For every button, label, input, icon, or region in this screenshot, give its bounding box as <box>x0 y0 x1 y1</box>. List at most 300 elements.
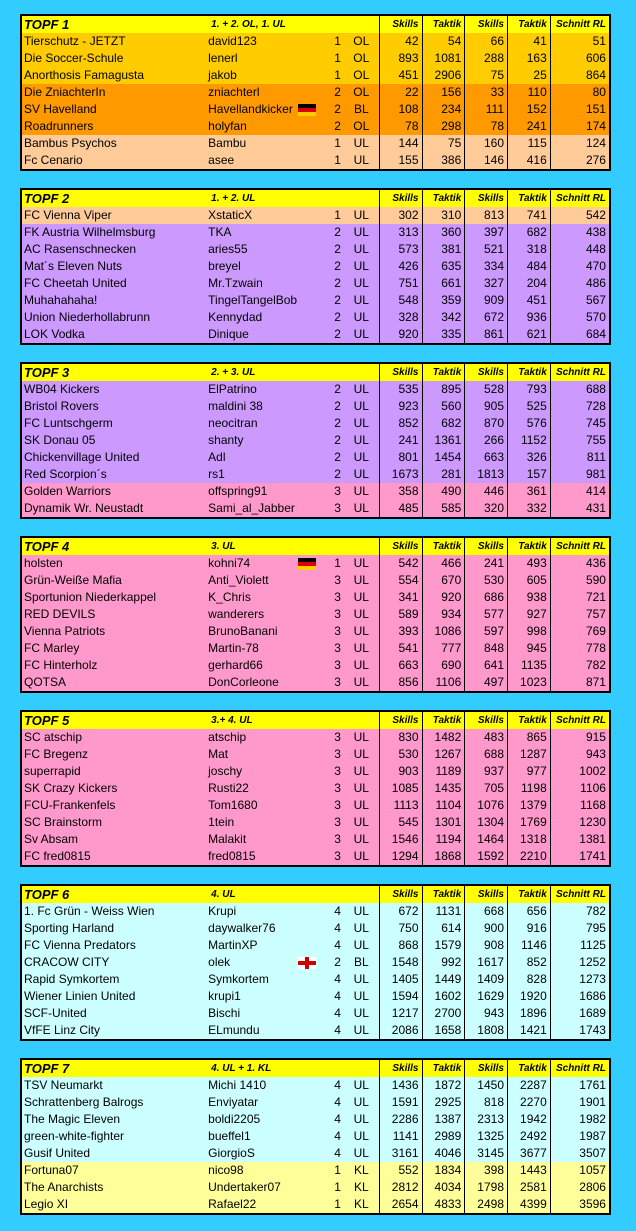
taktik-2: 1135 <box>508 657 551 674</box>
table-row <box>22 415 609 432</box>
table-row <box>22 1145 609 1162</box>
taktik-2: 682 <box>508 224 551 241</box>
schnitt-rl: 795 <box>585 921 606 935</box>
team-name: The Anarchists <box>24 1180 104 1194</box>
team-name: SK Donau 05 <box>24 433 96 447</box>
pot-number: 2 <box>334 416 341 430</box>
header-taktik: Taktik <box>423 1060 466 1077</box>
team-name: FC Cheetah United <box>24 276 127 290</box>
team-name: Gusif United <box>24 1146 91 1160</box>
schnitt-rl: 276 <box>585 153 606 167</box>
team-name: FC Luntschgerm <box>24 416 113 430</box>
taktik-2: 110 <box>508 84 551 101</box>
league: UL <box>344 780 380 797</box>
league: UL <box>344 275 380 292</box>
skills-2: 320 <box>465 500 508 517</box>
manager-name <box>206 988 317 1005</box>
manager-name <box>206 241 317 258</box>
pot-category: 3. UL <box>206 538 380 555</box>
team-name: Union Niederhollabrunn <box>24 310 151 324</box>
league: UL <box>344 814 380 831</box>
league: UL <box>344 207 380 224</box>
skills-2: 1617 <box>465 954 508 971</box>
pot-number: 4 <box>334 1146 341 1160</box>
skills-2: 2313 <box>465 1111 508 1128</box>
manager-name <box>206 309 317 326</box>
taktik-2: 1152 <box>508 432 551 449</box>
pot-number: 2 <box>334 259 341 273</box>
league: KL <box>344 1196 380 1213</box>
schnitt-rl: 438 <box>585 225 606 239</box>
skills-2: 1798 <box>465 1179 508 1196</box>
table-row <box>22 241 609 258</box>
skills-2: 597 <box>465 623 508 640</box>
skills-1: 868 <box>380 937 423 954</box>
skills-1: 1217 <box>380 1005 423 1022</box>
manager-name <box>206 623 317 640</box>
pot-number: 3 <box>334 573 341 587</box>
team-name: Fortuna07 <box>24 1163 79 1177</box>
skills-2: 900 <box>465 920 508 937</box>
manager-name <box>206 84 317 101</box>
pot-number: 3 <box>334 781 341 795</box>
taktik-2: 1920 <box>508 988 551 1005</box>
manager-label: Rafael22 <box>208 1197 257 1211</box>
table-row <box>22 449 609 466</box>
taktik-2: 828 <box>508 971 551 988</box>
team-name: FCU-Frankenfels <box>24 798 116 812</box>
schnitt-rl: 486 <box>585 276 606 290</box>
header-taktik: Taktik <box>508 886 551 903</box>
manager-name <box>206 572 317 589</box>
team-name: Sportunion Niederkappel <box>24 590 157 604</box>
skills-2: 3145 <box>465 1145 508 1162</box>
skills-2: 446 <box>465 483 508 500</box>
league: UL <box>344 415 380 432</box>
taktik-1: 1131 <box>423 903 466 920</box>
team-name: Sv Absam <box>24 832 79 846</box>
schnitt-rl: 1381 <box>579 832 606 846</box>
header-taktik: Taktik <box>508 538 551 555</box>
manager-label: offspring91 <box>208 484 268 498</box>
table-row <box>22 1179 609 1196</box>
manager-name <box>206 449 317 466</box>
table-row <box>22 1022 609 1039</box>
manager-label: maldini 38 <box>208 399 263 413</box>
pot-number: 3 <box>334 764 341 778</box>
pot-title: TOPF 5 <box>24 713 70 728</box>
pot-category: 1. + 2. UL <box>206 190 380 207</box>
manager-label: Anti_Violett <box>208 573 269 587</box>
taktik-2: 318 <box>508 241 551 258</box>
table-row <box>22 207 609 224</box>
skills-2: 160 <box>465 135 508 152</box>
manager-name <box>206 101 317 118</box>
table-row <box>22 33 609 50</box>
skills-2: 146 <box>465 152 508 169</box>
team-name: SCF-United <box>24 1006 87 1020</box>
manager-name <box>206 415 317 432</box>
schnitt-rl: 80 <box>592 85 606 99</box>
skills-1: 1546 <box>380 831 423 848</box>
schnitt-rl: 1741 <box>579 849 606 863</box>
pot-number: 1 <box>334 1180 341 1194</box>
skills-1: 672 <box>380 903 423 920</box>
skills-2: 266 <box>465 432 508 449</box>
team-name: FC Marley <box>24 641 80 655</box>
taktik-1: 1602 <box>423 988 466 1005</box>
team-name: Vienna Patriots <box>24 624 106 638</box>
league: UL <box>344 241 380 258</box>
schnitt-rl: 151 <box>585 102 606 116</box>
header-schnitt-rl: Schnitt RL <box>555 889 606 900</box>
taktik-1: 1454 <box>423 449 466 466</box>
league: UL <box>344 848 380 865</box>
header-taktik: Taktik <box>508 712 551 729</box>
manager-label: daywalker76 <box>208 921 276 935</box>
header-skills: Skills <box>380 16 423 33</box>
pot-number: 3 <box>334 747 341 761</box>
skills-2: 937 <box>465 763 508 780</box>
taktik-2: 241 <box>508 118 551 135</box>
league: UL <box>344 1094 380 1111</box>
schnitt-rl: 981 <box>585 467 606 481</box>
taktik-2: 998 <box>508 623 551 640</box>
manager-label: krupi1 <box>208 989 241 1003</box>
pot-number: 3 <box>334 607 341 621</box>
schnitt-rl: 757 <box>585 607 606 621</box>
taktik-1: 682 <box>423 415 466 432</box>
schnitt-rl: 728 <box>585 399 606 413</box>
manager-name <box>206 1094 317 1111</box>
taktik-1: 1658 <box>423 1022 466 1039</box>
pot-number: 1 <box>334 556 341 570</box>
skills-1: 1405 <box>380 971 423 988</box>
pot-number: 2 <box>334 467 341 481</box>
manager-label: Undertaker07 <box>208 1180 281 1194</box>
taktik-2: 152 <box>508 101 551 118</box>
pot-number: 3 <box>334 501 341 515</box>
skills-1: 856 <box>380 674 423 691</box>
manager-label: jakob <box>208 68 237 82</box>
header-skills: Skills <box>380 1060 423 1077</box>
manager-label: 1tein <box>208 815 235 829</box>
table-row <box>22 831 609 848</box>
manager-label: asee <box>208 153 235 167</box>
taktik-2: 1896 <box>508 1005 551 1022</box>
skills-2: 327 <box>465 275 508 292</box>
team-name: Dynamik Wr. Neustadt <box>24 501 144 515</box>
skills-2: 75 <box>465 67 508 84</box>
league: UL <box>344 971 380 988</box>
manager-name <box>206 326 317 343</box>
skills-1: 426 <box>380 258 423 275</box>
taktik-1: 4833 <box>423 1196 466 1213</box>
taktik-2: 2270 <box>508 1094 551 1111</box>
manager-label: Michi 1410 <box>208 1078 267 1092</box>
skills-1: 573 <box>380 241 423 258</box>
taktik-1: 386 <box>423 152 466 169</box>
schnitt-rl: 745 <box>585 416 606 430</box>
taktik-1: 2906 <box>423 67 466 84</box>
skills-1: 3161 <box>380 1145 423 1162</box>
taktik-1: 920 <box>423 589 466 606</box>
skills-2: 334 <box>465 258 508 275</box>
table-row <box>22 381 609 398</box>
pot-number: 1 <box>334 34 341 48</box>
header-skills: Skills <box>380 538 423 555</box>
table-row <box>22 763 609 780</box>
table-row <box>22 67 609 84</box>
manager-name <box>206 797 317 814</box>
manager-name <box>206 67 317 84</box>
league: UL <box>344 500 380 517</box>
table-row <box>22 903 609 920</box>
manager-name <box>206 381 317 398</box>
taktik-1: 1081 <box>423 50 466 67</box>
skills-2: 668 <box>465 903 508 920</box>
skills-2: 1304 <box>465 814 508 831</box>
schnitt-rl: 431 <box>585 501 606 515</box>
manager-label: neocitran <box>208 416 258 430</box>
manager-label: Enviyatar <box>208 1095 259 1109</box>
skills-1: 903 <box>380 763 423 780</box>
skills-2: 1464 <box>465 831 508 848</box>
skills-2: 497 <box>465 674 508 691</box>
table-row <box>22 275 609 292</box>
table-row <box>22 674 609 691</box>
manager-name <box>206 224 317 241</box>
skills-1: 1673 <box>380 466 423 483</box>
taktik-2: 852 <box>508 954 551 971</box>
schnitt-rl: 567 <box>585 293 606 307</box>
taktik-2: 326 <box>508 449 551 466</box>
skills-1: 545 <box>380 814 423 831</box>
league: UL <box>344 309 380 326</box>
header-schnitt-rl: Schnitt RL <box>555 1063 606 1074</box>
skills-2: 78 <box>465 118 508 135</box>
table-row <box>22 1094 609 1111</box>
taktik-2: 25 <box>508 67 551 84</box>
team-name: SV Havelland <box>24 102 97 116</box>
skills-2: 1629 <box>465 988 508 1005</box>
manager-label: XstaticX <box>208 208 253 222</box>
team-name: FC Bregenz <box>24 747 89 761</box>
manager-label: rs1 <box>208 467 225 481</box>
league: UL <box>344 937 380 954</box>
team-name: Wiener Linien United <box>24 989 136 1003</box>
taktik-1: 585 <box>423 500 466 517</box>
skills-2: 1592 <box>465 848 508 865</box>
table-row <box>22 572 609 589</box>
pot-header <box>22 190 609 207</box>
taktik-2: 484 <box>508 258 551 275</box>
taktik-1: 234 <box>423 101 466 118</box>
taktik-1: 310 <box>423 207 466 224</box>
header-taktik: Taktik <box>423 886 466 903</box>
skills-1: 750 <box>380 920 423 937</box>
manager-name <box>206 606 317 623</box>
league: UL <box>344 903 380 920</box>
manager-name <box>206 640 317 657</box>
taktik-2: 115 <box>508 135 551 152</box>
taktik-1: 54 <box>423 33 466 50</box>
skills-1: 358 <box>380 483 423 500</box>
pot-number: 2 <box>334 399 341 413</box>
pot-table-7 <box>20 1058 611 1215</box>
skills-2: 66 <box>465 33 508 50</box>
league: UL <box>344 1077 380 1094</box>
taktik-2: 2287 <box>508 1077 551 1094</box>
taktik-2: 656 <box>508 903 551 920</box>
manager-name <box>206 674 317 691</box>
header-skills: Skills <box>380 886 423 903</box>
manager-name <box>206 814 317 831</box>
pot-number: 2 <box>334 382 341 396</box>
manager-name <box>206 1145 317 1162</box>
pot-number: 4 <box>334 1006 341 1020</box>
taktik-2: 416 <box>508 152 551 169</box>
taktik-2: 332 <box>508 500 551 517</box>
pot-number: 1 <box>334 1197 341 1211</box>
league: UL <box>344 797 380 814</box>
pot-number: 3 <box>334 590 341 604</box>
schnitt-rl: 915 <box>585 730 606 744</box>
table-row <box>22 84 609 101</box>
pot-category: 4. UL + 1. KL <box>206 1060 380 1077</box>
pot-number: 4 <box>334 904 341 918</box>
schnitt-rl: 2806 <box>579 1180 606 1194</box>
header-skills: Skills <box>380 712 423 729</box>
team-name: Rapid Symkortem <box>24 972 120 986</box>
manager-label: holyfan <box>208 119 247 133</box>
schnitt-rl: 448 <box>585 242 606 256</box>
skills-2: 861 <box>465 326 508 343</box>
manager-name <box>206 33 317 50</box>
taktik-2: 621 <box>508 326 551 343</box>
skills-1: 155 <box>380 152 423 169</box>
schnitt-rl: 684 <box>585 327 606 341</box>
pot-number: 1 <box>334 136 341 150</box>
schnitt-rl: 1252 <box>579 955 606 969</box>
manager-name <box>206 746 317 763</box>
pot-number: 4 <box>334 1129 341 1143</box>
skills-2: 577 <box>465 606 508 623</box>
skills-2: 943 <box>465 1005 508 1022</box>
manager-name <box>206 275 317 292</box>
skills-1: 893 <box>380 50 423 67</box>
team-name: Sporting Harland <box>24 921 115 935</box>
manager-label: Malakit <box>208 832 247 846</box>
skills-1: 830 <box>380 729 423 746</box>
skills-1: 1294 <box>380 848 423 865</box>
skills-2: 2498 <box>465 1196 508 1213</box>
manager-label: breyel <box>208 259 241 273</box>
taktik-2: 741 <box>508 207 551 224</box>
team-name: Muhahahaha! <box>24 293 98 307</box>
skills-1: 313 <box>380 224 423 241</box>
manager-name <box>206 466 317 483</box>
schnitt-rl: 542 <box>585 208 606 222</box>
skills-2: 530 <box>465 572 508 589</box>
league: UL <box>344 1022 380 1039</box>
pot-table-5 <box>20 710 611 867</box>
team-name: Bristol Rovers <box>24 399 99 413</box>
taktik-1: 1868 <box>423 848 466 865</box>
league: UL <box>344 746 380 763</box>
table-row <box>22 623 609 640</box>
team-name: 1. Fc Grün - Weiss Wien <box>24 904 155 918</box>
skills-2: 1076 <box>465 797 508 814</box>
taktik-2: 938 <box>508 589 551 606</box>
schnitt-rl: 570 <box>585 310 606 324</box>
schnitt-rl: 590 <box>585 573 606 587</box>
manager-label: Tom1680 <box>208 798 258 812</box>
header-taktik: Taktik <box>508 1060 551 1077</box>
pot-category: 3.+ 4. UL <box>206 712 380 729</box>
team-name: SC atschip <box>24 730 83 744</box>
pot-number: 1 <box>334 51 341 65</box>
skills-1: 2286 <box>380 1111 423 1128</box>
schnitt-rl: 721 <box>585 590 606 604</box>
taktik-1: 1301 <box>423 814 466 831</box>
schnitt-rl: 51 <box>592 34 606 48</box>
league: UL <box>344 640 380 657</box>
table-row <box>22 1162 609 1179</box>
taktik-1: 381 <box>423 241 466 258</box>
table-row <box>22 555 609 572</box>
skills-2: 686 <box>465 589 508 606</box>
pot-number: 2 <box>334 450 341 464</box>
pot-table-2 <box>20 188 611 345</box>
skills-2: 1808 <box>465 1022 508 1039</box>
schnitt-rl: 1057 <box>579 1163 606 1177</box>
manager-label: Martin-78 <box>208 641 259 655</box>
taktik-2: 493 <box>508 555 551 572</box>
taktik-1: 281 <box>423 466 466 483</box>
schnitt-rl: 3596 <box>579 1197 606 1211</box>
pot-header <box>22 364 609 381</box>
pot-number: 3 <box>334 641 341 655</box>
taktik-2: 361 <box>508 483 551 500</box>
skills-1: 328 <box>380 309 423 326</box>
skills-2: 398 <box>465 1162 508 1179</box>
taktik-2: 945 <box>508 640 551 657</box>
taktik-2: 1769 <box>508 814 551 831</box>
taktik-1: 1106 <box>423 674 466 691</box>
table-row <box>22 50 609 67</box>
taktik-2: 1379 <box>508 797 551 814</box>
skills-2: 813 <box>465 207 508 224</box>
manager-label: Bambu <box>208 136 247 150</box>
header-taktik: Taktik <box>423 538 466 555</box>
pot-header <box>22 538 609 555</box>
header-taktik: Taktik <box>508 16 551 33</box>
manager-name <box>206 657 317 674</box>
germany-flag-icon <box>298 558 316 570</box>
skills-2: 672 <box>465 309 508 326</box>
manager-name <box>206 1022 317 1039</box>
skills-1: 393 <box>380 623 423 640</box>
table-row <box>22 101 609 118</box>
skills-2: 909 <box>465 292 508 309</box>
manager-name <box>206 432 317 449</box>
team-name: Mat´s Eleven Nuts <box>24 259 123 273</box>
pot-category: 2. + 3. UL <box>206 364 380 381</box>
taktik-2: 163 <box>508 50 551 67</box>
taktik-1: 560 <box>423 398 466 415</box>
taktik-1: 777 <box>423 640 466 657</box>
